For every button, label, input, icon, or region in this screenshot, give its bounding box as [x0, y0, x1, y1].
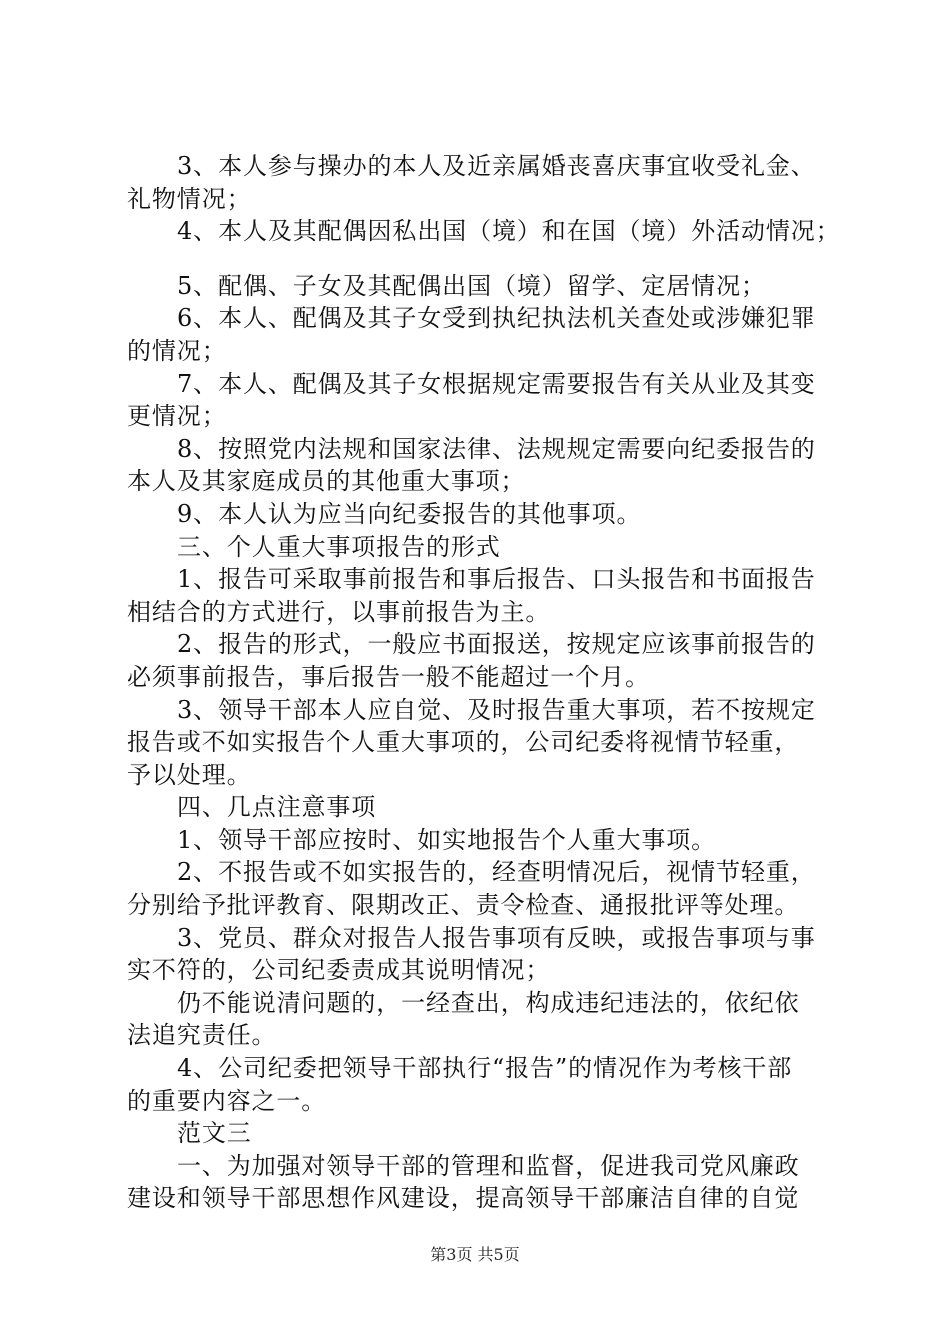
text-line: 仍不能说清问题的，一经查出，构成违纪违法的，依纪依 — [177, 988, 800, 1017]
text-line: 本人及其家庭成员的其他重大事项； — [127, 467, 526, 496]
text-line: 8、按照党内法规和国家法律、法规规定需要向纪委报告的 — [177, 434, 816, 463]
text-line: 5、配偶、子女及其配偶出国（境）留学、定居情况； — [177, 271, 766, 300]
text-line: 6、本人、配偶及其子女受到执纪执法机关查处或涉嫌犯罪 — [177, 304, 816, 333]
text-line: 法追究责任。 — [127, 1021, 277, 1050]
text-line: 实不符的，公司纪委责成其说明情况； — [127, 956, 551, 985]
text-line: 三、个人重大事项报告的形式 — [177, 532, 501, 561]
text-line: 4、本人及其配偶因私出国（境）和在国（境）外活动情况； — [177, 217, 841, 246]
text-line: 四、几点注意事项 — [177, 793, 377, 822]
page-footer: 第3页 共5页 — [430, 1245, 520, 1264]
text-line: 礼物情况； — [127, 184, 252, 213]
text-line: 分别给予批评教育、限期改正、责令检查、通报批评等处理。 — [127, 891, 800, 920]
text-line: 更情况； — [127, 402, 227, 431]
text-line: 2、不报告或不如实报告的，经查明情况后，视情节轻重， — [177, 858, 816, 887]
text-line: 的重要内容之一。 — [127, 1086, 327, 1115]
text-line: 4、公司纪委把领导干部执行“报告”的情况作为考核干部 — [177, 1054, 793, 1083]
document-body — [127, 150, 841, 1215]
text-line: 一、为加强对领导干部的管理和监督，促进我司党风廉政 — [177, 1151, 800, 1180]
text-line: 必须事前报告，事后报告一般不能超过一个月。 — [127, 662, 650, 691]
text-line: 3、党员、群众对报告人报告事项有反映，或报告事项与事 — [177, 923, 816, 952]
paragraph-gap — [127, 248, 832, 270]
text-line: 9、本人认为应当向纪委报告的其他事项。 — [177, 499, 642, 528]
text-line: 相结合的方式进行，以事前报告为主。 — [127, 597, 551, 626]
text-line: 的情况； — [127, 336, 227, 365]
text-line: 7、本人、配偶及其子女根据规定需要报告有关从业及其变 — [177, 369, 816, 398]
text-line: 3、领导干部本人应自觉、及时报告重大事项，若不按规定 — [177, 695, 816, 724]
text-line: 1、报告可采取事前报告和事后报告、口头报告和书面报告 — [177, 565, 816, 594]
text-line: 予以处理。 — [127, 760, 252, 789]
text-line: 1、领导干部应按时、如实地报告个人重大事项。 — [177, 825, 717, 854]
text-line: 2、报告的形式，一般应书面报送，按规定应该事前报告的 — [177, 630, 816, 659]
text-line: 建设和领导干部思想作风建设，提高领导干部廉洁自律的自觉 — [127, 1184, 800, 1213]
text-line: 范文三 — [177, 1119, 252, 1148]
text-line: 报告或不如实报告个人重大事项的，公司纪委将视情节轻重， — [127, 728, 800, 757]
text-line: 3、本人参与操办的本人及近亲属婚丧喜庆事宜收受礼金、 — [177, 152, 816, 180]
